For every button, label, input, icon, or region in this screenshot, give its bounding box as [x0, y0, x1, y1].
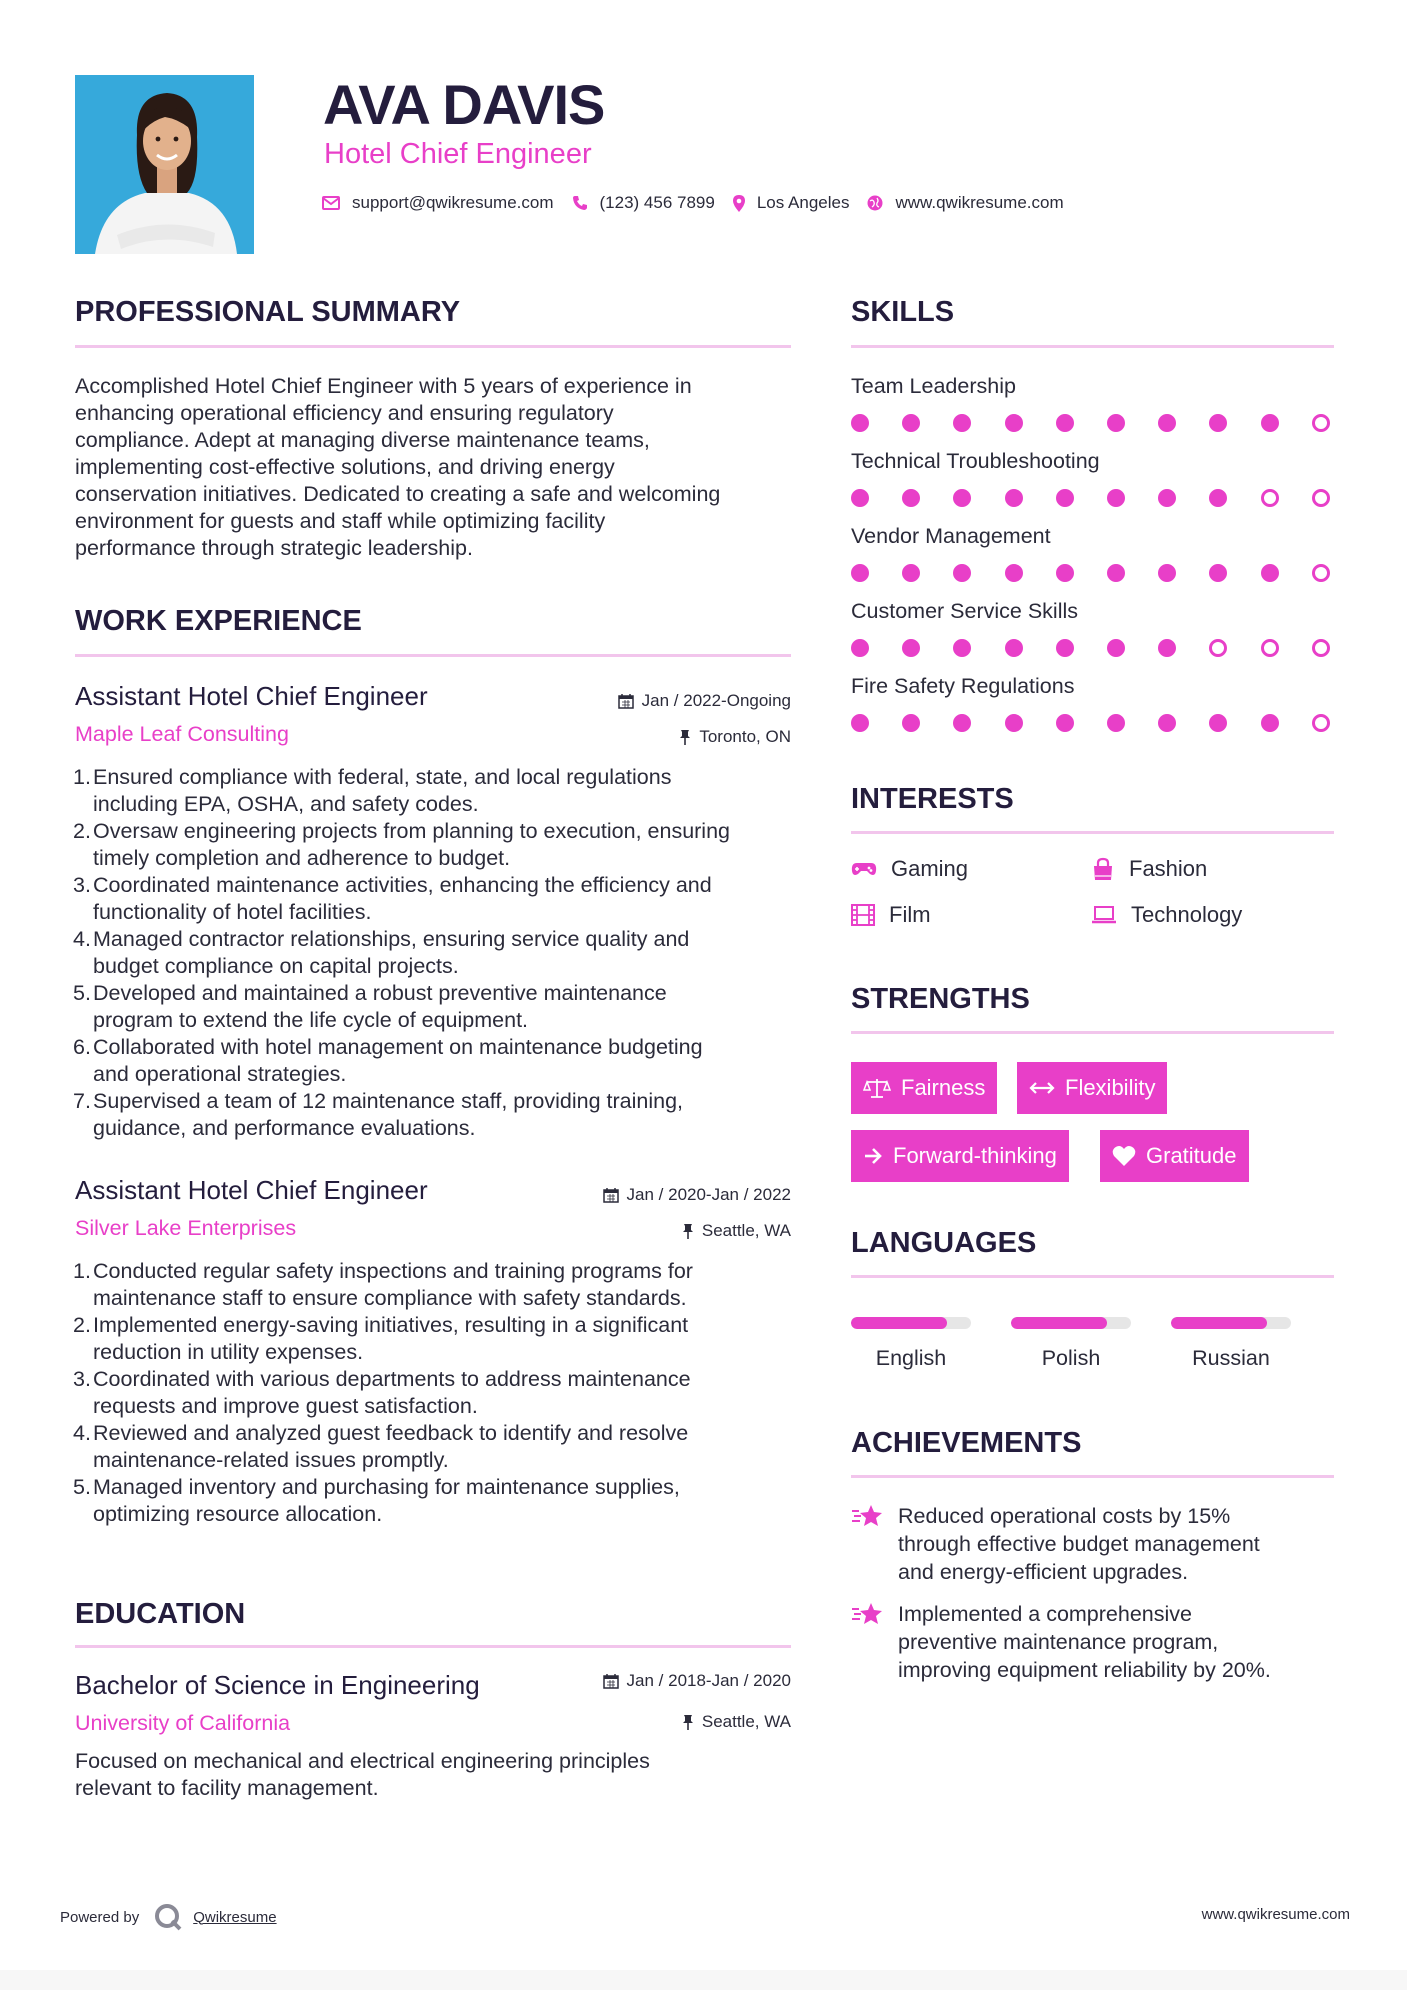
skill-dot-filled [1261, 564, 1279, 582]
strength-tag-fairness [851, 1062, 997, 1114]
list-item [75, 1258, 791, 1312]
qwikresume-logo-icon [153, 1902, 183, 1932]
job-location-text: Toronto, ON [699, 727, 791, 746]
education-heading: EDUCATION [75, 1598, 246, 1630]
candidate-title: Hotel Chief Engineer [324, 138, 592, 170]
list-item [75, 1420, 791, 1474]
achievement-line: Reduced operational costs by 15% [898, 1504, 1231, 1528]
achievement-item [851, 1600, 1308, 1684]
language-level-bar [851, 1317, 971, 1329]
footer-powered-by [60, 1902, 277, 1932]
item-line: maintenance-related issues promptly. [93, 1448, 449, 1472]
skill-dot-empty [1312, 714, 1330, 732]
list-item [75, 764, 791, 818]
interests-divider [851, 831, 1334, 834]
map-pin-icon [733, 195, 745, 212]
interest-fashion [1091, 856, 1207, 882]
item-number: 3. [73, 1367, 91, 1391]
item-line: optimizing resource allocation. [93, 1502, 383, 1526]
strength-label: Flexibility [1065, 1075, 1156, 1100]
laptop-icon [1091, 905, 1117, 925]
education-date-text: Jan / 2018-Jan / 2020 [626, 1671, 791, 1690]
interests-heading: INTERESTS [851, 783, 1014, 815]
phone-icon [572, 195, 588, 211]
language-name: English [875, 1346, 947, 1370]
experience-divider [75, 654, 791, 657]
interest-film [851, 902, 931, 928]
skill-dot-empty [1312, 414, 1330, 432]
pushpin-icon [679, 729, 691, 745]
item-number: 6. [73, 1035, 91, 1059]
skill-dot-filled [851, 489, 869, 507]
skill-dot-filled [1261, 714, 1279, 732]
achievement-text [898, 1600, 1308, 1684]
item-number: 7. [73, 1089, 91, 1113]
skill-dot-filled [1158, 489, 1176, 507]
item-line: guidance, and performance evaluations. [93, 1116, 476, 1140]
calendar-icon [603, 1187, 619, 1203]
item-number: 1. [73, 765, 91, 789]
skill-dot-filled [1209, 714, 1227, 732]
skill-dot-filled [1158, 639, 1176, 657]
skill-dot-filled [902, 564, 920, 582]
languages-divider [851, 1275, 1334, 1278]
strength-tag-gratitude [1100, 1130, 1249, 1182]
item-number: 2. [73, 1313, 91, 1337]
item-line: Managed inventory and purchasing for maintenance supplies, [93, 1475, 680, 1499]
item-number: 4. [73, 927, 91, 951]
skill-dot-filled [851, 564, 869, 582]
item-line: Oversaw engineering projects from planning to execution, ensuring [93, 819, 731, 843]
summary-line: implementing cost-effective solutions, and driving energy [75, 455, 615, 479]
shooting-star-icon [851, 1502, 883, 1530]
skills-heading: SKILLS [851, 296, 955, 328]
item-number: 1. [73, 1259, 91, 1283]
skill-dot-filled [1261, 414, 1279, 432]
list-item [75, 872, 791, 926]
skill-dot-filled [1005, 414, 1023, 432]
skill-dot-filled [1209, 489, 1227, 507]
achievement-line: preventive maintenance program, [898, 1630, 1219, 1654]
language-name: Polish [1041, 1346, 1101, 1370]
footer-website[interactable]: www.qwikresume.com [1201, 1906, 1350, 1923]
summary-line: Accomplished Hotel Chief Engineer with 5 years of experience in [75, 374, 692, 398]
shopping-bag-icon [1091, 857, 1115, 881]
education-line: Focused on mechanical and electrical engineering principles [75, 1749, 650, 1773]
interest-gaming [851, 856, 968, 882]
languages-heading: LANGUAGES [851, 1227, 1037, 1259]
company-name: Silver Lake Enterprises [75, 1216, 297, 1240]
achievements-heading: ACHIEVEMENTS [851, 1427, 1082, 1459]
skill-dot-filled [1056, 414, 1074, 432]
education-description [75, 1748, 791, 1802]
contact-email[interactable] [322, 193, 554, 213]
skill-dot-empty [1209, 639, 1227, 657]
skill-dot-filled [1107, 564, 1125, 582]
candidate-name: AVA DAVIS [323, 73, 605, 136]
skill-dot-filled [1209, 414, 1227, 432]
interest-label: Fashion [1129, 856, 1208, 881]
item-line: reduction in utility expenses. [93, 1340, 364, 1364]
skill-dot-filled [1005, 639, 1023, 657]
achievement-line: Implemented a comprehensive [898, 1602, 1192, 1626]
language-level-fill [1171, 1317, 1267, 1329]
skill-dot-empty [1312, 639, 1330, 657]
education-line: relevant to facility management. [75, 1776, 379, 1800]
contact-website[interactable] [867, 193, 1063, 213]
skill-dot-filled [902, 639, 920, 657]
skill-dot-filled [1107, 414, 1125, 432]
envelope-icon [322, 196, 340, 210]
summary-line: compliance. Adept at managing diverse maintenance teams, [75, 428, 650, 452]
skill-dot-filled [953, 639, 971, 657]
item-number: 2. [73, 819, 91, 843]
achievement-line: and energy-efficient upgrades. [898, 1560, 1189, 1584]
item-line: maintenance staff to ensure compliance with safety standards. [93, 1286, 687, 1310]
job-date [603, 1185, 791, 1205]
education-location [682, 1712, 791, 1732]
skill-dot-filled [953, 714, 971, 732]
heart-icon [1112, 1145, 1136, 1167]
item-line: program to extend the life cycle of equipment. [93, 1008, 529, 1032]
contact-phone[interactable] [572, 193, 715, 213]
brand-link[interactable]: Qwikresume [193, 1908, 277, 1926]
interest-technology [1091, 902, 1242, 928]
contact-location [733, 193, 850, 213]
strength-tag-flexibility [1017, 1062, 1167, 1114]
education-divider [75, 1645, 791, 1648]
arrows-horizontal-icon [1029, 1081, 1055, 1095]
skill-dot-filled [1107, 639, 1125, 657]
job-location [679, 727, 791, 747]
strength-label: Forward-thinking [893, 1143, 1057, 1168]
item-line: Implemented energy-saving initiatives, resulting in a significant [93, 1313, 689, 1337]
skill-dot-filled [1158, 564, 1176, 582]
skills-divider [851, 345, 1334, 348]
skill-name: Vendor Management [851, 524, 1051, 548]
list-item [75, 1312, 791, 1366]
calendar-icon [618, 693, 634, 709]
email-text: support@qwikresume.com [352, 193, 554, 212]
item-line: timely completion and adherence to budget. [93, 846, 511, 870]
pushpin-icon [682, 1714, 694, 1730]
item-line: Collaborated with hotel management on maintenance budgeting [93, 1035, 703, 1059]
summary-text [75, 373, 791, 562]
contact-bar [322, 193, 1082, 213]
language-level-fill [1011, 1317, 1107, 1329]
experience-heading: WORK EXPERIENCE [75, 605, 362, 637]
achievement-line: improving equipment reliability by 20%. [898, 1658, 1271, 1682]
item-line: requests and improve guest satisfaction. [93, 1394, 478, 1418]
skill-dot-empty [1312, 489, 1330, 507]
skill-dot-filled [1056, 564, 1074, 582]
profile-photo [75, 75, 254, 254]
powered-by-label: Powered by [60, 1908, 140, 1926]
pushpin-icon [682, 1223, 694, 1239]
item-line: Developed and maintained a robust preventive maintenance [93, 981, 667, 1005]
shooting-star-icon [851, 1600, 883, 1628]
skill-dot-empty [1261, 639, 1279, 657]
education-location-text: Seattle, WA [701, 1712, 791, 1731]
item-line: functionality of hotel facilities. [93, 900, 372, 924]
skill-dot-filled [1107, 489, 1125, 507]
calendar-icon [603, 1673, 619, 1689]
skill-name: Customer Service Skills [851, 599, 1078, 623]
location-text: Los Angeles [756, 193, 850, 212]
item-line: Managed contractor relationships, ensuring service quality and [93, 927, 690, 951]
summary-line: enhancing operational efficiency and ensuring regulatory [75, 401, 614, 425]
film-icon [851, 904, 875, 926]
skill-dot-filled [902, 414, 920, 432]
arrow-right-icon [863, 1147, 883, 1165]
skill-dot-filled [953, 414, 971, 432]
item-line: Coordinated maintenance activities, enhancing the efficiency and [93, 873, 712, 897]
summary-divider [75, 345, 791, 348]
job-location [682, 1221, 791, 1241]
summary-heading: PROFESSIONAL SUMMARY [75, 296, 461, 328]
list-item [75, 818, 791, 872]
item-number: 4. [73, 1421, 91, 1445]
skill-dot-filled [1107, 714, 1125, 732]
job-duties-list [75, 764, 791, 1142]
skill-name: Fire Safety Regulations [851, 674, 1075, 698]
achievements-divider [851, 1475, 1334, 1478]
job-title: Assistant Hotel Chief Engineer [75, 1175, 428, 1205]
item-line: Ensured compliance with federal, state, and local regulations [93, 765, 672, 789]
item-number: 5. [73, 1475, 91, 1499]
achievement-text [898, 1502, 1308, 1586]
language-name: Russian [1192, 1346, 1270, 1370]
skill-dot-filled [1005, 564, 1023, 582]
item-number: 5. [73, 981, 91, 1005]
job-title: Assistant Hotel Chief Engineer [75, 681, 428, 711]
skill-dot-filled [1056, 639, 1074, 657]
job-date [618, 691, 791, 711]
job-date-text: Jan / 2022-Ongoing [641, 691, 791, 710]
phone-text: (123) 456 7899 [599, 193, 715, 212]
list-item [75, 980, 791, 1034]
strength-tag-forward-thinking [851, 1130, 1069, 1182]
strength-label: Fairness [901, 1075, 986, 1100]
item-number: 3. [73, 873, 91, 897]
bottom-strip [0, 1970, 1407, 1990]
skill-dot-filled [953, 564, 971, 582]
item-line: including EPA, OSHA, and safety codes. [93, 792, 479, 816]
interest-label: Film [889, 902, 931, 927]
skill-dot-filled [1056, 489, 1074, 507]
skill-dot-filled [1158, 714, 1176, 732]
item-line: budget compliance on capital projects. [93, 954, 459, 978]
gamepad-icon [851, 861, 877, 877]
skill-dot-filled [953, 489, 971, 507]
skill-dot-filled [902, 714, 920, 732]
list-item [75, 1366, 791, 1420]
strength-label: Gratitude [1146, 1143, 1237, 1168]
globe-icon [867, 195, 883, 211]
company-name: Maple Leaf Consulting [75, 722, 289, 746]
skill-dot-filled [1005, 489, 1023, 507]
skill-dot-filled [851, 414, 869, 432]
skill-dot-filled [1005, 714, 1023, 732]
education-date [603, 1671, 791, 1691]
skill-dot-empty [1261, 489, 1279, 507]
strengths-divider [851, 1031, 1334, 1034]
skill-dot-filled [851, 639, 869, 657]
website-text: www.qwikresume.com [895, 193, 1064, 212]
skill-dot-empty [1312, 564, 1330, 582]
school-name: University of California [75, 1711, 291, 1735]
language-level-bar [1011, 1317, 1131, 1329]
achievement-item [851, 1502, 1308, 1586]
skill-name: Team Leadership [851, 374, 1016, 398]
item-line: Conducted regular safety inspections and training programs for [93, 1259, 693, 1283]
balance-scale-icon [863, 1077, 891, 1099]
list-item [75, 1474, 791, 1528]
language-level-bar [1171, 1317, 1291, 1329]
item-line: Supervised a team of 12 maintenance staff, providing training, [93, 1089, 684, 1113]
item-line: and operational strategies. [93, 1062, 347, 1086]
summary-line: environment for guests and staff while optimizing facility [75, 509, 606, 533]
list-item [75, 926, 791, 980]
job-duties-list [75, 1258, 791, 1528]
summary-line: conservation initiatives. Dedicated to creating a safe and welcoming [75, 482, 721, 506]
strengths-heading: STRENGTHS [851, 983, 1030, 1015]
skill-dot-filled [902, 489, 920, 507]
skill-dot-filled [1209, 564, 1227, 582]
skill-dot-filled [1056, 714, 1074, 732]
interest-label: Gaming [891, 856, 969, 881]
list-item [75, 1034, 791, 1088]
item-line: Coordinated with various departments to address maintenance [93, 1367, 691, 1391]
summary-line: performance through strategic leadership. [75, 536, 473, 560]
skill-dot-filled [1158, 414, 1176, 432]
skill-dot-filled [851, 714, 869, 732]
list-item [75, 1088, 791, 1142]
job-location-text: Seattle, WA [701, 1221, 791, 1240]
interest-label: Technology [1131, 902, 1243, 927]
achievement-line: through effective budget management [898, 1532, 1260, 1556]
item-line: Reviewed and analyzed guest feedback to identify and resolve [93, 1421, 689, 1445]
skill-name: Technical Troubleshooting [851, 449, 1100, 473]
degree-title: Bachelor of Science in Engineering [75, 1670, 480, 1700]
language-level-fill [851, 1317, 947, 1329]
job-date-text: Jan / 2020-Jan / 2022 [626, 1185, 791, 1204]
